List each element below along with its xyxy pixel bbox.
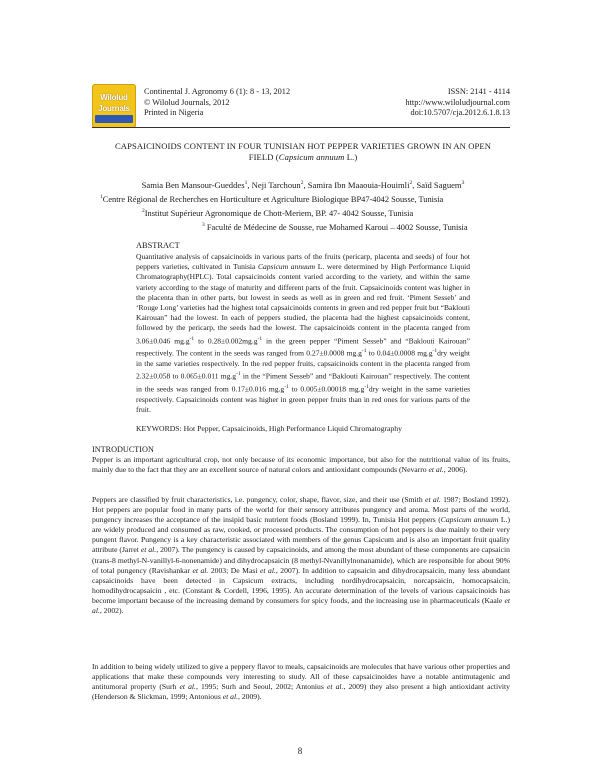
para-text: , 1995; Surh and Seoul, 2002; Antonius	[195, 682, 327, 692]
issn: ISSN: 2141 - 4114	[447, 87, 510, 96]
logo-bar	[95, 115, 133, 123]
abstract-sup: -1	[432, 348, 438, 355]
author-sup: 2	[409, 180, 413, 187]
abstract-sup: -1	[257, 335, 263, 342]
abstract-text: in the “Piment Sesseb” and “Baklouti Kairouan” respectively. The content in the seeds was ranged from 0.17±0.016 mg.g	[136, 371, 470, 394]
intro-paragraph-3	[92, 662, 510, 702]
affiliation-3	[202, 222, 468, 232]
para-text: 2003; De Masi	[208, 565, 260, 575]
author-sup: 1	[244, 180, 248, 187]
copyright: © Wilolud Journals, 2012	[144, 97, 230, 107]
logo-text-line2: Journals	[98, 104, 130, 113]
abstract-body	[136, 252, 470, 415]
abstract-sup: -1	[361, 348, 367, 355]
para-text: , 2006).	[443, 465, 468, 475]
author-name: Saïd Saguem	[416, 180, 462, 190]
abstract-text: L. were determined by High Performance Liquid Chromatography(HPLC). Total capsaicinoids content varied according to the variety, and within the same variety according to the stage of maturity and different parts of the fruit. Capsaicinoids content was higher in the placenta than in other parts, but lowest in seeds as well as in green and red fruit. ‘Piment Sesseb’ and ‘Rouge Long’ varieties had the highest total capsaicinoids contents in green and red pepper fruit but “Baklouti Kairouan” had the lowest. In each of peppers studied, the placenta had the highest capsaicinoids content, followed by the pericarp, the seeds had the lowest. The capsaicinoids content in the placenta ranged from 3.06±0.046 mg.g	[136, 262, 470, 346]
abstract-heading: ABSTRACT	[136, 241, 180, 250]
abstract-text: Quantitative analysis of capsaicinoids in various parts of the fruits (pericarp, placenta and seeds) of four hot peppers varieties, cultivated in Tunisia	[136, 252, 470, 272]
para-text: L.) are widely produced and consumed as raw, cooked, or processed products. The consumption of hot peppers is due mainly to their very pungent flavor. Pungency is a key characteristic associated with members of the genus Capsicum and is also an important fruit quality attribute (Jarret	[92, 515, 510, 555]
journal-logo	[92, 84, 136, 128]
introduction-heading: INTRODUCTION	[92, 445, 154, 454]
aff-text: Centre Régional de Recherches en Horticulture et Agriculture Biologique BP47-4042 Sousse, Tunisia	[102, 194, 444, 204]
doi: doi:10.5707/cja.2012.6.1.8.13	[410, 108, 510, 118]
para-text: , 2009) they also present a high antioxidant activity (Henderson & Slickman, 1999; Antonious	[92, 682, 510, 702]
para-italic: Capsicum annuum	[440, 515, 499, 525]
abstract-sup: -1	[364, 383, 369, 390]
author-name: Samira Ibn Maaouia-Houimli	[307, 180, 410, 190]
aff-text: Institut Supérieur Agronomique de Chott-Meriem, BP. 47- 4042 Sousse, Tunisia	[144, 208, 414, 218]
abstract-text: to 0.28±0.002mg.g	[194, 336, 258, 346]
author-list: Samia Ben Mansour-Gueddes$^1$, Neji Tarchoun$^2$, Samira Ibn Maaouia-Houimli$^2$, Saïd Saguem$^3$	[141, 180, 465, 190]
intro-paragraph-2	[92, 495, 510, 616]
para-italic: et al.	[259, 565, 276, 575]
para-italic: et al.	[326, 682, 344, 692]
abstract-text: dry weight in the same varieties respectively. In the red pepper fruits, capsaicinoids content in the placenta ranged from 2.32±0.058 to 0.065±0.011 mg.g	[136, 348, 470, 381]
keywords: KEYWORDS: Hot Pepper, Capsaicinoids, High Performance Liquid Chromatography	[136, 424, 402, 433]
aff-sup: 2	[142, 208, 145, 214]
printed-in: Printed in Nigeria	[144, 108, 204, 118]
abstract-text: to 0.04±0.0008 mg.g	[366, 348, 433, 358]
para-italic: et al.	[140, 545, 157, 555]
author-sup: 2	[300, 180, 304, 187]
title-text: FIELD (	[248, 152, 279, 162]
abstract-text: dry weight in the same varieties respectively. Capsaicinoids content was higher in green pepper fruits than in red ones for various parts of the fruit.	[136, 384, 471, 414]
header-rule	[92, 127, 510, 128]
title-species: Capsicum annuum	[278, 152, 345, 162]
aff-text: Faculté de Médecine de Sousse, rue Mohamed Karoui – 4002 Sousse, Tunisia	[204, 222, 468, 232]
abstract-sup: -1	[236, 371, 241, 378]
para-italic: et al.	[425, 495, 441, 504]
para-text: In addition to being widely utilized to give a peppery flavor to meals, capsaicinoids are molecules that have various other properties and applications that make these compounds very interesting to study. All of these capsaicinoides have a notable antimutagenic and antitumoral property (Surh	[92, 662, 510, 692]
para-text: 1987; Bosland 1992). Hot peppers are popular food in many parts of the world for their sensory attributes pungency and aroma. Most parts of the world, pungency increases the acceptance of the insipid basic nutrient foods (Bosland 1999). In, Tunisia Hot peppers (	[92, 495, 510, 525]
header-left	[144, 87, 290, 119]
abstract-sup: -1	[284, 383, 289, 390]
aff-sup: 3	[202, 222, 205, 228]
para-italic: et al.	[428, 465, 444, 475]
para-text: , 2007). In addition to capsaicin and dihydrocapsaicin, many less abundant capsaicinoids have been detected in Capsicum extracts, including nordihydrocapsaicin, norcapsaicin, homocapsaicin, homodihydrocapsaicin , etc. (Constant & Cordell, 1996, 1995). An accurate determination of the levels of various capsaicinoids has become important because of the increasing demand by consumers for spicy foods, and the increasing use in pharmaceuticals (Kaale	[92, 565, 510, 605]
title-text: L.)	[344, 152, 358, 162]
aff-sup: 1	[100, 194, 103, 200]
author-name: Neji Tarchoun	[251, 180, 301, 190]
para-italic: et al.	[222, 692, 239, 702]
paper-title	[96, 141, 510, 163]
para-italic: et al.	[179, 682, 196, 692]
para-text: Pepper is an important agricultural crop, not only because of its economic importance, but also for the nutritional value of its fruits, mainly due to the fact that they are an excellent source of natural colors and antioxidant compounds (Nevarro	[92, 455, 510, 475]
journal-url[interactable]: http://www.wiloludjournal.com	[405, 97, 510, 107]
abstract-sup: -1	[189, 335, 195, 342]
abstract-text: to 0.005±0.00018 mg.g	[288, 384, 365, 394]
abstract-text: in the green pepper “Piment Sesseb” and “Baklouti Kairouan” respectively. The content in the seeds was ranged from 0.27±0.0008 mg.g	[136, 336, 470, 358]
logo-text-line1: Wilolud	[100, 93, 128, 102]
title-line2	[96, 152, 510, 163]
para-text: , 2007). The pungency is caused by capsaicinoids, and among the most abundant of these components are capsaicin (trans-8 methyl-N-vanillyl-6-nonenamide) and dihydrocapsaicin (8 methyl-Nvanillylnonanamide), which are responsible for about 90% of total pungency (Ravishankar	[92, 545, 510, 575]
para-italic: et al.	[92, 595, 510, 616]
para-text: , 2002).	[99, 606, 124, 616]
abstract-species: Capsicum annuum	[257, 262, 316, 272]
journal-citation: Continental J. Agronomy 6 (1): 8 - 13, 2012	[144, 87, 291, 96]
title-line1: CAPSAICINOIDS CONTENT IN FOUR TUNISIAN HOT PEPPER VARIETIES GROWN IN AN OPEN	[114, 141, 492, 151]
page-number: 8	[297, 746, 303, 756]
intro-paragraph-1	[92, 455, 510, 475]
header-right	[381, 87, 510, 119]
para-text: Peppers are classified by fruit characteristics, i.e. pungency, color, shape, flavor, size, and their use (Smith	[92, 495, 426, 504]
author-name: Samia Ben Mansour-Gueddes	[141, 180, 245, 190]
para-italic: et al.	[192, 565, 209, 575]
author-sup: 3	[461, 180, 465, 187]
para-text: , 2009).	[238, 692, 262, 702]
affiliation-2	[142, 208, 413, 218]
affiliation-1	[100, 194, 443, 204]
